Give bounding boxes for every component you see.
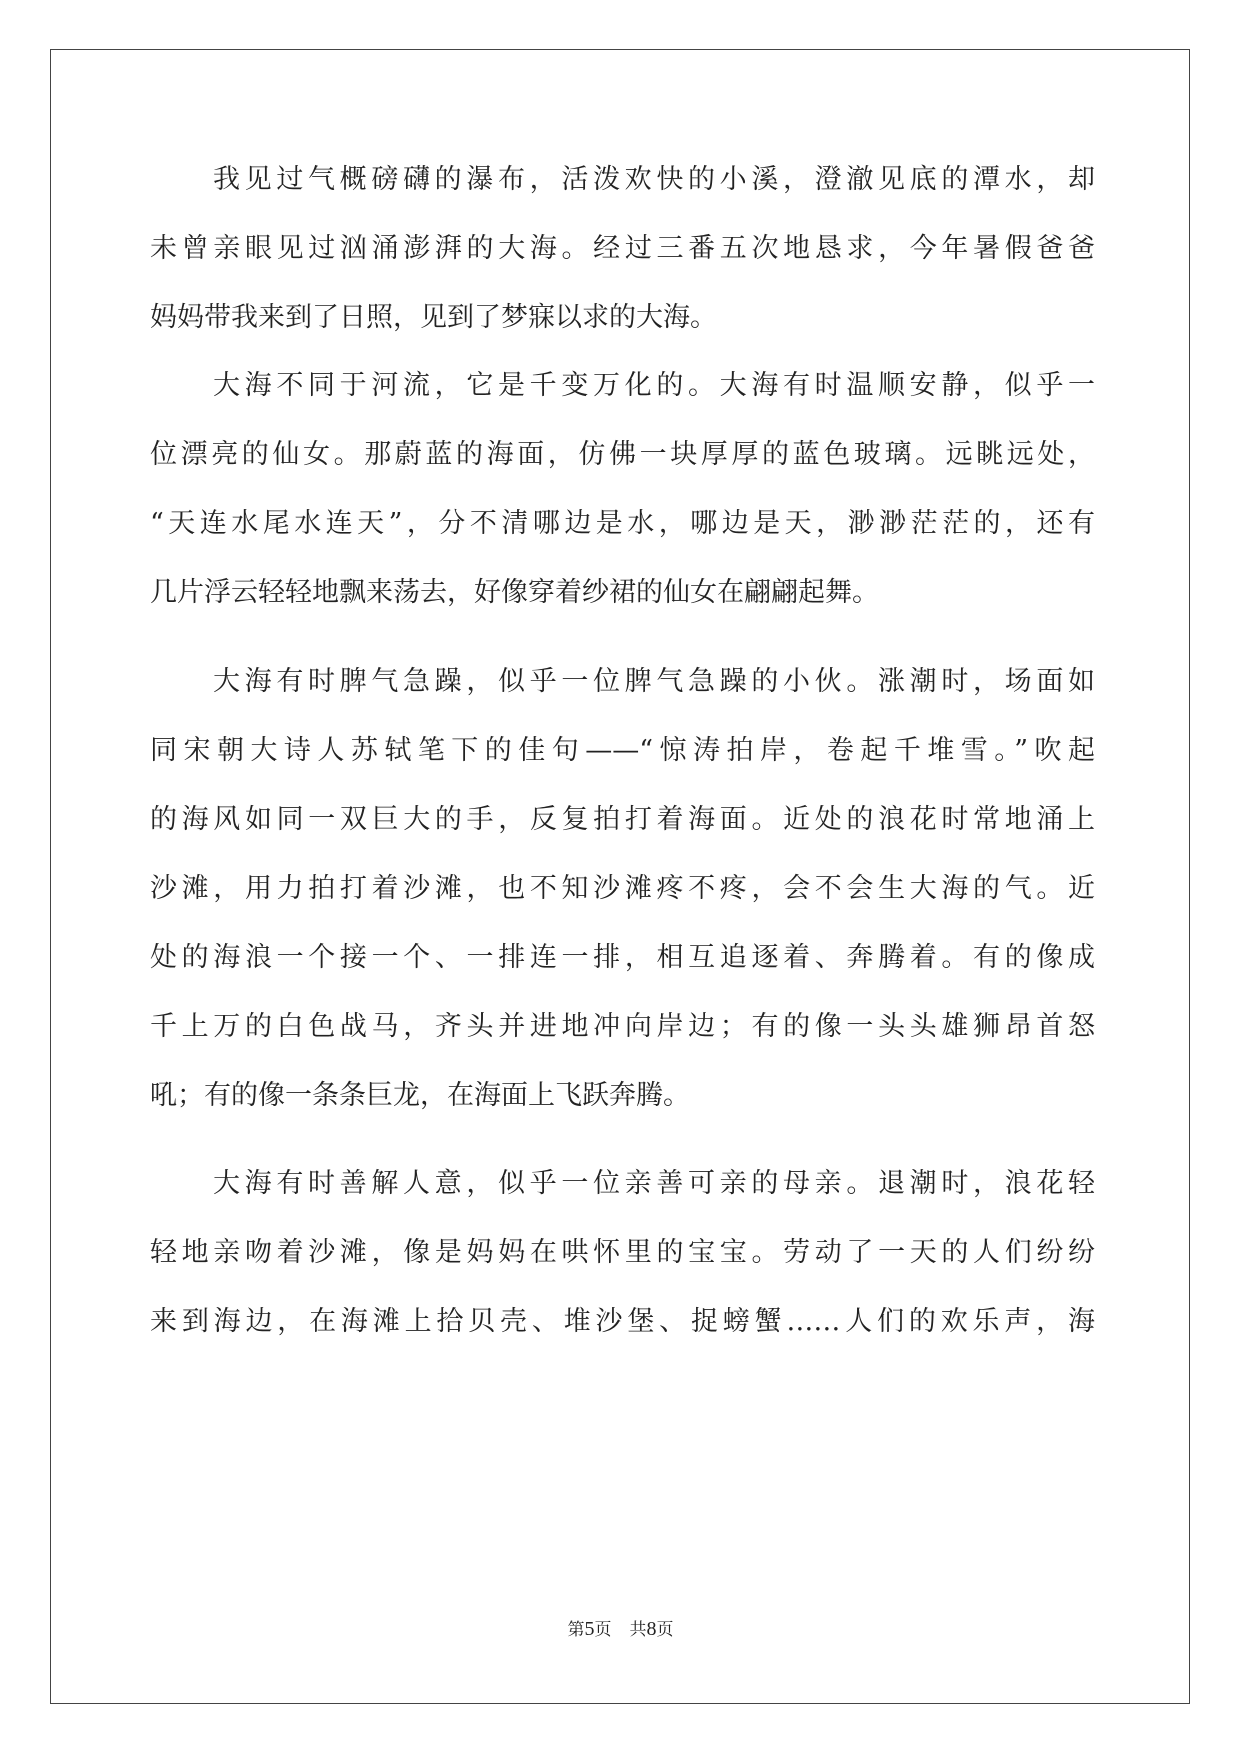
total-prefix: 共 <box>629 1620 647 1640</box>
text-line-14: 吼；有的像一条条巨龙，在海面上飞跃奔腾。 <box>150 1080 690 1111</box>
text-line-2: 未曾亲眼见过汹涌澎湃的大海。经过三番五次地恳求，今年暑假爸爸 <box>150 233 1095 264</box>
total-pages: 8 <box>646 1618 657 1640</box>
text-line-6: “天连水尾水连天”，分不清哪边是水，哪边是天，渺渺茫茫的，还有 <box>150 508 1095 539</box>
text-line-5: 位漂亮的仙女。那蔚蓝的海面，仿佛一块厚厚的蓝色玻璃。远眺远处， <box>150 439 1095 470</box>
text-line-3: 妈妈带我来到了日照，见到了梦寐以求的大海。 <box>150 302 717 333</box>
text-line-16: 轻地亲吻着沙滩，像是妈妈在哄怀里的宝宝。劳动了一天的人们纷纷 <box>150 1237 1095 1268</box>
text-line-9: 同宋朝大诗人苏轼笔下的佳句——“惊涛拍岸，卷起千堆雪。”吹起 <box>150 735 1095 766</box>
total-suffix: 页 <box>656 1620 674 1640</box>
text-line-1: 我见过气概磅礴的瀑布，活泼欢快的小溪，澄澈见底的潭水，却 <box>213 164 1095 195</box>
page-footer <box>0 1617 1241 1642</box>
text-line-17: 来到海边，在海滩上拾贝壳、堆沙堡、捉螃蟹……人们的欢乐声，海 <box>150 1306 1095 1337</box>
text-line-13: 千上万的白色战马，齐头并进地冲向岸边；有的像一头头雄狮昂首怒 <box>150 1011 1095 1042</box>
text-line-12: 处的海浪一个接一个、一排连一排，相互追逐着、奔腾着。有的像成 <box>150 942 1095 973</box>
text-line-8: 大海有时脾气急躁，似乎一位脾气急躁的小伙。涨潮时，场面如 <box>213 666 1095 697</box>
text-line-4: 大海不同于河流，它是千变万化的。大海有时温顺安静，似乎一 <box>213 370 1095 401</box>
text-line-7: 几片浮云轻轻地飘来荡去，好像穿着纱裙的仙女在翩翩起舞。 <box>150 577 879 608</box>
page-prefix: 第 <box>567 1620 585 1640</box>
text-line-10: 的海风如同一双巨大的手，反复拍打着海面。近处的浪花时常地涌上 <box>150 804 1095 835</box>
page-suffix: 页 <box>594 1620 612 1640</box>
text-line-15: 大海有时善解人意，似乎一位亲善可亲的母亲。退潮时，浪花轻 <box>213 1168 1095 1199</box>
text-line-11: 沙滩，用力拍打着沙滩，也不知沙滩疼不疼，会不会生大海的气。近 <box>150 873 1095 904</box>
page-number: 5 <box>584 1618 595 1640</box>
